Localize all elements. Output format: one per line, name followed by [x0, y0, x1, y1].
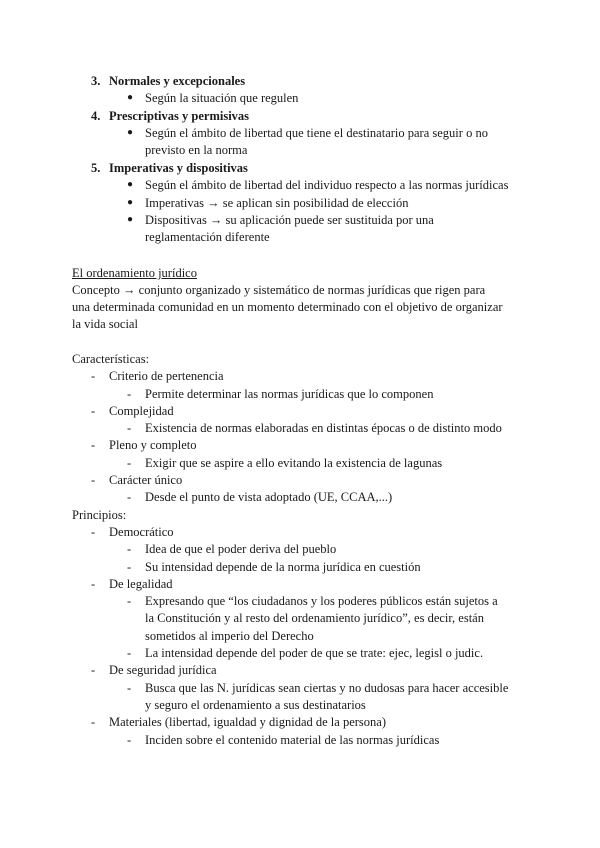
list-item: Carácter único — [109, 473, 183, 487]
list-item-title: Normales y excepcionales — [109, 74, 246, 88]
sub-item: Su intensidad depende de la norma jurídica en cuestión — [145, 560, 421, 574]
list-item: De seguridad jurídica — [109, 663, 217, 677]
dash-marker: - — [127, 681, 132, 695]
sub-item: sometidos al imperio del Derecho — [145, 629, 314, 643]
paragraph-line: una determinada comunidad en un momento determinado con el objetivo de organizar — [72, 300, 503, 314]
bullet-text: Según el ámbito de libertad que tiene el destinatario para seguir o no — [145, 126, 488, 140]
sub-item: Exigir que se aspire a ello evitando la existencia de lagunas — [145, 456, 443, 470]
bullet-text: Imperativas → se aplican sin posibilidad de elección — [145, 196, 409, 210]
dash-marker: - — [91, 525, 96, 539]
list-number: 5. — [91, 161, 101, 175]
list-item: Materiales (libertad, igualdad y dignidad de la persona) — [109, 715, 386, 729]
dash-marker: - — [127, 490, 132, 504]
dash-marker: - — [127, 594, 132, 608]
paragraph-line: la vida social — [72, 317, 138, 331]
sub-item: y seguro el ordenamiento a sus destinatarios — [145, 698, 366, 712]
sub-item: Idea de que el poder deriva del pueblo — [145, 542, 337, 556]
dash-marker: - — [127, 456, 132, 470]
sub-item: Existencia de normas elaboradas en distintas épocas o de distinto modo — [145, 421, 502, 435]
list-item: De legalidad — [109, 577, 173, 591]
sub-item: Expresando que “los ciudadanos y los poderes públicos están sujetos a — [145, 594, 498, 608]
dash-marker: - — [127, 733, 132, 747]
list-item: Criterio de pertenencia — [109, 369, 224, 383]
dash-marker: - — [127, 646, 132, 660]
sub-item: la Constitución y al resto del ordenamiento jurídico”, es decir, están — [145, 611, 484, 625]
bullet-text: Según el ámbito de libertad del individuo respecto a las normas jurídicas — [145, 178, 509, 192]
principios-label: Principios: — [72, 508, 127, 522]
caracteristicas-label: Características: — [72, 352, 150, 366]
list-item: Complejidad — [109, 404, 174, 418]
list-item: Democrático — [109, 525, 174, 539]
list-item: Pleno y completo — [109, 438, 197, 452]
section-heading: El ordenamiento jurídico — [72, 266, 197, 280]
dash-marker: - — [91, 404, 96, 418]
bullet-icon: ● — [127, 197, 134, 208]
paragraph-line: Concepto → conjunto organizado y sistemático de normas jurídicas que rigen para — [72, 283, 486, 297]
bullet-text: previsto en la norma — [145, 143, 248, 157]
bullet-icon: ● — [127, 92, 134, 103]
dash-marker: - — [91, 715, 96, 729]
sub-item: Permite determinar las normas jurídicas que lo componen — [145, 387, 434, 401]
bullet-icon: ● — [127, 179, 134, 190]
sub-item: La intensidad depende del poder de que se trate: ejec, legisl o judic. — [145, 646, 484, 660]
bullet-icon: ● — [127, 214, 134, 225]
dash-marker: - — [91, 369, 96, 383]
bullet-icon: ● — [127, 127, 134, 138]
dash-marker: - — [127, 421, 132, 435]
dash-marker: - — [91, 473, 96, 487]
bullet-text: Según la situación que regulen — [145, 91, 299, 105]
list-number: 4. — [91, 109, 101, 123]
bullet-text: reglamentación diferente — [145, 230, 270, 244]
sub-item: Desde el punto de vista adoptado (UE, CCAA,...) — [145, 490, 393, 504]
list-item-title: Prescriptivas y permisivas — [109, 109, 250, 123]
list-item-title: Imperativas y dispositivas — [109, 161, 248, 175]
list-number: 3. — [91, 74, 101, 88]
bullet-text: Dispositivas → su aplicación puede ser sustituida por una — [145, 213, 434, 227]
dash-marker: - — [127, 387, 132, 401]
dash-marker: - — [91, 577, 96, 591]
dash-marker: - — [127, 560, 132, 574]
sub-item: Busca que las N. jurídicas sean ciertas y no dudosas para hacer accesible — [145, 681, 509, 695]
dash-marker: - — [91, 663, 96, 677]
sub-item: Inciden sobre el contenido material de las normas jurídicas — [145, 733, 440, 747]
dash-marker: - — [91, 438, 96, 452]
dash-marker: - — [127, 542, 132, 556]
